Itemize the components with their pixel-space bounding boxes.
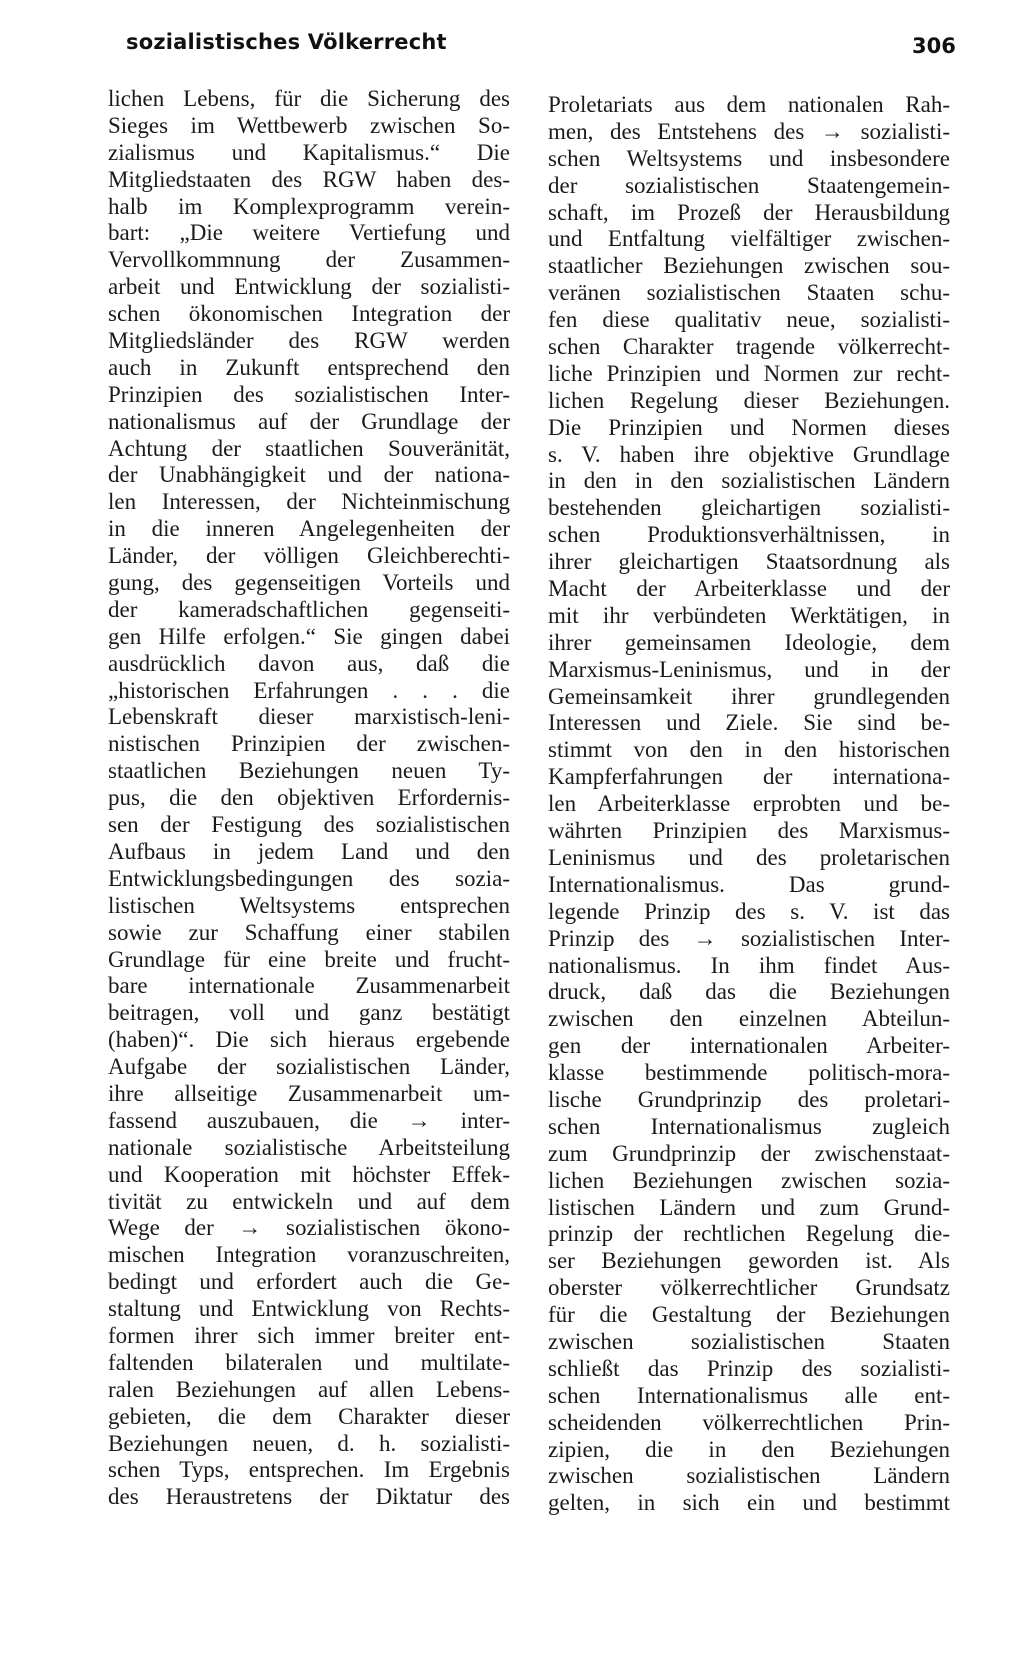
text-line: der Unabhängigkeit und der nationa-	[108, 462, 510, 488]
text-line: zialismus und Kapitalismus.“ Die	[108, 139, 510, 165]
text-line: nationalismus. In ihm findet Aus-	[548, 952, 950, 978]
text-line: Grundlage für eine breite und frucht-	[108, 946, 510, 972]
text-line: in die inneren Angelegenheiten der	[108, 516, 510, 542]
text-line: veränen sozialistischen Staaten schu-	[548, 280, 950, 306]
text-line: Sieges im Wettbewerb zwischen So-	[108, 112, 510, 138]
text-line: staatlichen Beziehungen neuen Ty-	[108, 758, 510, 784]
text-line: Vervollkommnung der Zusammen-	[108, 247, 510, 273]
text-line: druck, daß das die Beziehungen	[548, 979, 950, 1005]
text-line: sen der Festigung des sozialistischen	[108, 812, 510, 838]
text-line: tivität zu entwickeln und auf dem	[108, 1188, 510, 1214]
text-line: nationale sozialistische Arbeitsteilung	[108, 1134, 510, 1160]
text-line: Gemeinsamkeit ihrer grundlegenden	[548, 683, 950, 709]
text-line: scheidenden völkerrechtlichen Prin-	[548, 1409, 950, 1435]
text-line: schen Produktionsverhältnissen, in	[548, 522, 950, 548]
page-number: 306	[912, 34, 956, 58]
text-line: ser Beziehungen geworden ist. Als	[548, 1248, 950, 1274]
text-line: und Entfaltung vielfältiger zwischen-	[548, 226, 950, 252]
text-line: zwischen sozialistischen Ländern	[548, 1463, 950, 1489]
text-line: der kameradschaftlichen gegenseiti-	[108, 596, 510, 622]
text-line: auch in Zukunft entsprechend den	[108, 354, 510, 380]
text-line: fassend auszubauen, die → inter-	[108, 1107, 510, 1133]
text-line: der sozialistischen Staatengemein-	[548, 172, 950, 198]
text-line: für die Gestaltung der Beziehungen	[548, 1302, 950, 1328]
text-line: zwischen sozialistischen Staaten	[548, 1328, 950, 1354]
text-line: ihre allseitige Zusammenarbeit um-	[108, 1080, 510, 1106]
text-line: schen Typs, entsprechen. Im Ergebnis	[108, 1457, 510, 1483]
text-line: ihrer gemeinsamen Ideologie, dem	[548, 629, 950, 655]
text-line: schen Internationalismus zugleich	[548, 1113, 950, 1139]
text-line: schen Internationalismus alle ent-	[548, 1382, 950, 1408]
text-line: des Heraustretens der Diktatur des	[108, 1484, 510, 1510]
text-line: lichen Beziehungen zwischen sozia-	[548, 1167, 950, 1193]
text-line: gung, des gegenseitigen Vorteils und	[108, 570, 510, 596]
text-line: sowie zur Schaffung einer stabilen	[108, 919, 510, 945]
text-line: Proletariats aus dem nationalen Rah-	[548, 92, 950, 117]
text-line: Aufbaus in jedem Land und den	[108, 838, 510, 864]
text-line: listischen Weltsystems entsprechen	[108, 892, 510, 918]
text-line: lichen Lebens, für die Sicherung des	[108, 86, 510, 111]
text-line: Wege der → sozialistischen ökono-	[108, 1215, 510, 1241]
text-line: schen ökonomischen Integration der	[108, 301, 510, 327]
text-line: gelten, in sich ein und bestimmt	[548, 1490, 950, 1516]
text-line: in den in den sozialistischen Ländern	[548, 468, 950, 494]
text-line: Interessen und Ziele. Sie sind be-	[548, 710, 950, 736]
text-line: bart: „Die weitere Vertiefung und	[108, 220, 510, 246]
text-line: bare internationale Zusammenarbeit	[108, 973, 510, 999]
text-line: prinzip der rechtlichen Regelung die-	[548, 1221, 950, 1247]
text-line: zipien, die in den Beziehungen	[548, 1436, 950, 1462]
text-line: len Interessen, der Nichteinmischung	[108, 489, 510, 515]
text-line: gebieten, die dem Charakter dieser	[108, 1403, 510, 1429]
text-line: len Arbeiterklasse erprobten und be-	[548, 791, 950, 817]
text-line: formen ihrer sich immer breiter ent-	[108, 1322, 510, 1348]
text-line: Entwicklungsbedingungen des sozia-	[108, 865, 510, 891]
text-line: Mitgliedstaaten des RGW haben des-	[108, 166, 510, 192]
text-line: ausdrücklich davon aus, daß die	[108, 650, 510, 676]
text-line: halb im Komplexprogramm verein-	[108, 193, 510, 219]
text-line: faltenden bilateralen und multilate-	[108, 1349, 510, 1375]
text-line: Aufgabe der sozialistischen Länder,	[108, 1054, 510, 1080]
text-line: Beziehungen neuen, d. h. sozialisti-	[108, 1430, 510, 1456]
text-line: zum Grundprinzip der zwischenstaat-	[548, 1140, 950, 1166]
text-line: bedingt und erfordert auch die Ge-	[108, 1269, 510, 1295]
text-column-right	[548, 92, 950, 1517]
text-line: schen Weltsystems und insbesondere	[548, 145, 950, 171]
text-line: beitragen, voll und ganz bestätigt	[108, 1000, 510, 1026]
text-line: bestehenden gleichartigen sozialisti-	[548, 495, 950, 521]
text-line: Mitgliedsländer des RGW werden	[108, 328, 510, 354]
text-line: gen Hilfe erfolgen.“ Sie gingen dabei	[108, 623, 510, 649]
text-line: „historischen Erfahrungen . . . die	[108, 677, 510, 703]
text-line: lische Grundprinzip des proletari-	[548, 1086, 950, 1112]
text-line: mit ihr verbündeten Werktätigen, in	[548, 602, 950, 628]
text-line: s. V. haben ihre objektive Grundlage	[548, 441, 950, 467]
text-line: stimmt von den in den historischen	[548, 737, 950, 763]
text-line: Die Prinzipien und Normen dieses	[548, 414, 950, 440]
text-line: men, des Entstehens des → sozialisti-	[548, 118, 950, 144]
text-line: Kampferfahrungen der internationa-	[548, 764, 950, 790]
text-line: oberster völkerrechtlicher Grundsatz	[548, 1275, 950, 1301]
text-line: (haben)“. Die sich hieraus ergebende	[108, 1027, 510, 1053]
text-line: Lebenskraft dieser marxistisch-leni-	[108, 704, 510, 730]
text-line: Internationalismus. Das grund-	[548, 871, 950, 897]
text-line: klasse bestimmende politisch-mora-	[548, 1060, 950, 1086]
text-line: nistischen Prinzipien der zwischen-	[108, 731, 510, 757]
text-line: nationalismus auf der Grundlage der	[108, 408, 510, 434]
text-line: staatlicher Beziehungen zwischen sou-	[548, 253, 950, 279]
text-line: schen Charakter tragende völkerrecht-	[548, 334, 950, 360]
text-line: legende Prinzip des s. V. ist das	[548, 898, 950, 924]
text-line: lichen Regelung dieser Beziehungen.	[548, 387, 950, 413]
text-line: ihrer gleichartigen Staatsordnung als	[548, 549, 950, 575]
text-line: Prinzipien des sozialistischen Inter-	[108, 381, 510, 407]
text-line: ralen Beziehungen auf allen Lebens-	[108, 1376, 510, 1402]
text-line: staltung und Entwicklung von Rechts-	[108, 1296, 510, 1322]
text-line: listischen Ländern und zum Grund-	[548, 1194, 950, 1220]
text-line: Länder, der völligen Gleichberechti-	[108, 543, 510, 569]
text-line: zwischen den einzelnen Abteilun-	[548, 1006, 950, 1032]
text-line: gen der internationalen Arbeiter-	[548, 1033, 950, 1059]
text-column-left	[108, 86, 510, 1511]
text-line: Macht der Arbeiterklasse und der	[548, 576, 950, 602]
text-line: arbeit und Entwicklung der sozialisti-	[108, 274, 510, 300]
text-line: schaft, im Prozeß der Herausbildung	[548, 199, 950, 225]
text-line: Leninismus und des proletarischen	[548, 844, 950, 870]
text-line: mischen Integration voranzuschreiten,	[108, 1242, 510, 1268]
running-head-title: sozialistisches Völkerrecht	[126, 30, 447, 54]
text-line: Marxismus-Leninismus, und in der	[548, 656, 950, 682]
text-line: und Kooperation mit höchster Effek-	[108, 1161, 510, 1187]
text-line: fen diese qualitativ neue, sozialisti-	[548, 307, 950, 333]
text-line: währten Prinzipien des Marxismus-	[548, 818, 950, 844]
text-line: liche Prinzipien und Normen zur recht-	[548, 360, 950, 386]
text-line: pus, die den objektiven Erfordernis-	[108, 785, 510, 811]
text-line: Achtung der staatlichen Souveränität,	[108, 435, 510, 461]
text-line: Prinzip des → sozialistischen Inter-	[548, 925, 950, 951]
text-line: schließt das Prinzip des sozialisti-	[548, 1355, 950, 1381]
